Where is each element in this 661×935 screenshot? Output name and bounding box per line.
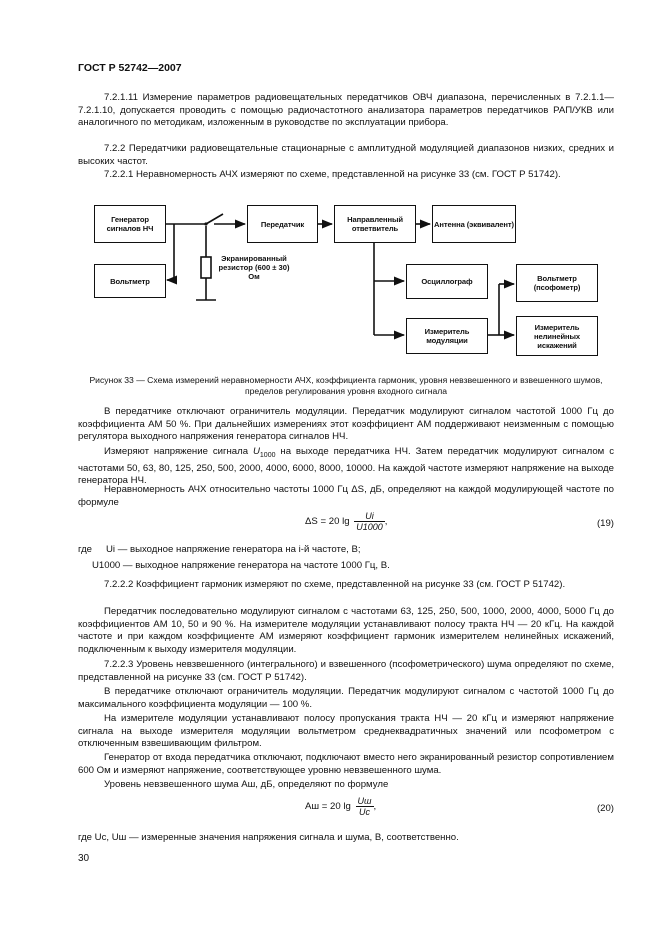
paragraph-7-2-1-11: 7.2.1.11 Измерение параметров радиовещательных передатчиков ОВЧ диапазона, перечисленных в 7.2.1.1—7.2.1.10, допускается проводить с помощью радиочастотного анализатора параметров передатчиков РАП/УКВ или аналогичного по методикам, изложенным в руководстве по эксплуатации прибора. <box>78 92 614 129</box>
where-ui: Ui — выходное напряжение генератора на i-й частоте, В; <box>106 544 361 555</box>
where-lead: где <box>78 544 93 555</box>
paragraph-delta-s: Неравномерность АЧХ относительно частоты 1000 Гц ΔS, дБ, определяют на каждой модулирующей частоте по формуле <box>78 484 614 508</box>
distortion-meter-box: Измеритель нелинейных искажений <box>516 316 598 356</box>
paragraph-noise-level: Уровень невзвешенного шума Aш, дБ, определяют по формуле <box>104 779 389 790</box>
paragraph-7-2-2-3: 7.2.2.3 Уровень невзвешенного (интегрального) и взвешенного (псофометрического) шума определяют по схеме, представленной на рисунке 33 (см. ГОСТ Р 51742). <box>78 659 614 683</box>
paragraph-resistor: Генератор от входа передатчика отключают, подключают вместо него экранированный резистор сопротивлением 600 Ом и измеряют напряжение, соответствующее уровню невзвешенного шума. <box>78 752 614 776</box>
switch-pivot <box>204 222 207 225</box>
paragraph-7-2-2-1: 7.2.2.1 Неравномерность АЧХ измеряют по схеме, представленной на рисунке 33 (см. ГОСТ Р 51742). <box>104 169 561 180</box>
resistor-label: Экранированный резистор (600 ± 30) Ом <box>218 254 290 282</box>
switch-blade <box>206 214 223 224</box>
paragraph-mod-meter: На измерителе модуляции устанавливают полосу пропускания тракта НЧ — 20 кГц и измеряют напряжение сигнала на выходе измерителя модуляции вольтметром среднеквадратичных значений или псофометром с отключенным взвешивающим фильтром. <box>78 713 614 750</box>
voltmeter-right-box: Вольтметр (псофометр) <box>516 264 598 302</box>
coupler-box: Направленный ответвитель <box>334 205 416 243</box>
paragraph-am100: В передатчике отключают ограничитель модуляции. Передатчик модулируют сигналом с частотой 1000 Гц до максимального коэффициента модуляции — 100 %. <box>78 686 614 710</box>
resistor-symbol <box>201 257 211 278</box>
document-header: ГОСТ Р 52742—2007 <box>78 62 182 74</box>
paragraph-am50: В передатчике отключают ограничитель модуляции. Передатчик модулируют сигналом частотой 1000 Гц до коэффициента АМ 50 %. При дальнейших измерениях этот коэффициент АМ поддерживают неизменным с помощью регулятора выходного напряжения генератора сигналов НЧ. <box>78 406 614 443</box>
formula-19: ΔS = 20 lg $\frac{Ui}{U1000}$ , <box>305 511 388 532</box>
generator-box: Генератор сигналов НЧ <box>94 205 166 243</box>
transmitter-box: Передатчик <box>247 205 318 243</box>
voltmeter-left-box: Вольтметр <box>94 264 166 298</box>
formula-20-number: (20) <box>596 803 614 814</box>
paragraph-7-2-2-2: 7.2.2.2 Коэффициент гармоник измеряют по схеме, представленной на рисунке 33 (см. ГОСТ Р 51742). <box>104 579 566 590</box>
where-u1000: U1000 — выходное напряжение генератора на частоте 1000 Гц, В. <box>92 560 390 571</box>
paragraph-u1000: Измеряют напряжение сигнала $U_{1000}$ на выходе передатчика НЧ. Затем передатчик модулируют сигналом с частотами 50, 63, 80, 125, 250, 500, 2000, 4000, 6000, 8000, 10000. На каждой частоте измеряют напряжение на выходе генератора НЧ. <box>78 446 614 487</box>
paragraph-7-2-2: 7.2.2 Передатчики радиовещательные стационарные с амплитудной модуляцией диапазонов низких, средних и высоких частот. <box>78 143 614 167</box>
formula-20: Aш = 20 lg $\frac{Uш}{Uс}$ , <box>305 796 377 817</box>
page-number: 30 <box>78 853 90 864</box>
mod-meter-box: Измеритель модуляции <box>406 318 488 354</box>
antenna-box: Антенна (эквивалент) <box>432 205 516 243</box>
formula-19-number: (19) <box>596 518 614 529</box>
oscilloscope-box: Осциллограф <box>406 264 488 299</box>
paragraph-where-uc: где Uс, Uш — измеренные значения напряжения сигнала и шума, В, соответственно. <box>78 832 459 843</box>
paragraph-harmonics: Передатчик последовательно модулируют сигналом с частотами 63, 125, 250, 500, 1000, 2000, 4000, 5000 Гц до коэффициентов АМ 10, 50 и 90 %. На измерителе модуляции устанавливают полосу тракта НЧ — 20 кГц. На каждой частоте и при каждом коэффициенте АМ измеряют коэффициент гармоник измерителем нелинейных искажений, подключенным к выходу измерителя модуляции. <box>78 606 614 655</box>
figure-caption: Рисунок 33 — Схема измерений неравномерности АЧХ, коэффициента гармоник, уровня невзвешенного и взвешенного шумов, пределов регулирования уровня входного сигнала <box>89 375 603 396</box>
